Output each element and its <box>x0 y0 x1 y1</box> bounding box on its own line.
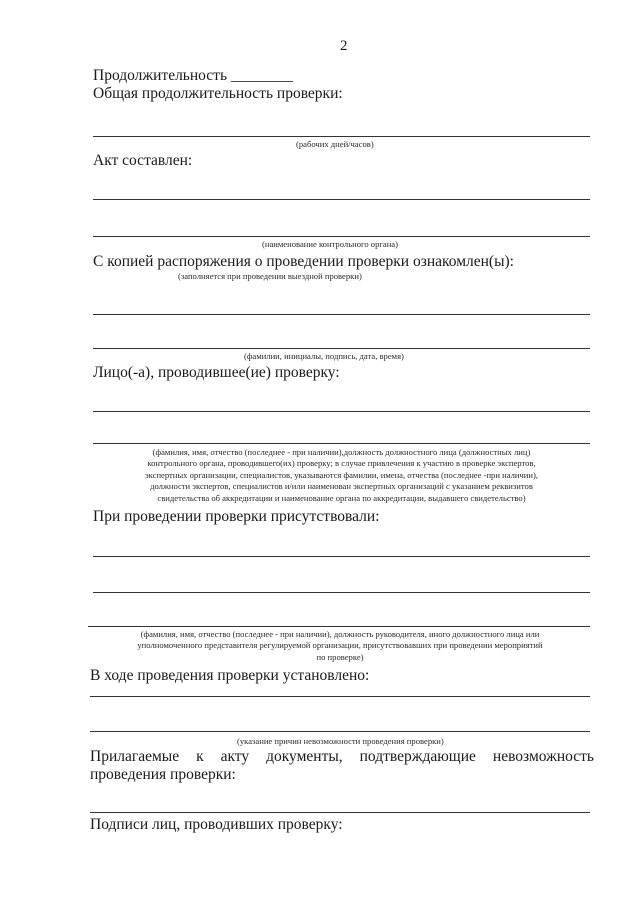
order-copy-label: С копией распоряжения о проведении проверки ознакомлен(ы): <box>93 253 514 270</box>
inspectors-caption-line: свидетельства об аккредитации и наименование органа по аккредитации, выдавшего свидетельство) <box>157 492 526 503</box>
duration-line[interactable] <box>93 136 590 137</box>
authority-caption: (наименование контрольного органа) <box>262 239 398 249</box>
present-label: При проведении проверки присутствовали: <box>93 508 380 525</box>
inspectors-caption-line: контрольного органа, проводившего(их) проверку; в случае привлечения к участию в проверке экспертов, <box>147 458 536 469</box>
duration-label: Продолжительность ________ <box>93 67 293 84</box>
act-drawn-label: Акт составлен: <box>93 152 193 169</box>
inspectors-label: Лицо(-а), проводившее(ие) проверку: <box>93 364 340 381</box>
authority-line-1[interactable] <box>93 199 590 200</box>
reason-caption: (указание причин невозможности проведения проверки) <box>237 736 444 746</box>
established-line-2[interactable] <box>90 731 590 732</box>
inspectors-line-1[interactable] <box>93 411 590 412</box>
inspectors-caption-line: должности экспертов, специалистов и/или наименован экспертных организаций с указанием реквизитов <box>150 481 533 492</box>
inspectors-caption-line: (фамилия, имя, отчество (последнее - при наличии),должность должностного лица (должностных лиц) <box>152 447 531 457</box>
established-line-1[interactable] <box>90 696 590 697</box>
present-caption-line: (фамилия, имя, отчество (последнее - при наличии), должность руководителя, иного должностного лица или <box>140 629 540 639</box>
present-line-1[interactable] <box>93 556 590 557</box>
inspectors-caption-line: экспертных организации, специалистов, указываются фамилии, имена, отчества (последнее -при наличии), <box>144 469 538 480</box>
present-caption-line: по проверке) <box>316 651 364 662</box>
inspectors-caption <box>93 447 590 504</box>
inspectors-line-2[interactable] <box>93 443 590 444</box>
total-duration-label: Общая продолжительность проверки: <box>93 85 343 102</box>
page-number: 2 <box>340 38 348 54</box>
present-line-2[interactable] <box>93 592 590 593</box>
duration-caption: (рабочих дней/часов) <box>296 139 374 149</box>
signature-line-1[interactable] <box>93 314 590 315</box>
attached-docs-label: Прилагаемые к акту документы, подтверждающие невозможность проведения проверки: <box>90 748 594 783</box>
present-caption <box>86 629 594 663</box>
signature-line-2[interactable] <box>93 348 590 349</box>
attached-docs-line[interactable] <box>90 812 590 813</box>
present-line-3[interactable] <box>88 626 590 627</box>
signatures-label: Подписи лиц, проводивших проверку: <box>90 816 343 833</box>
order-copy-note: (заполняется при проведении выездной проверки) <box>178 271 362 281</box>
established-label: В ходе проведения проверки установлено: <box>90 667 370 684</box>
signatures-caption: (фамилии, инициалы, подпись, дата, время) <box>244 351 404 361</box>
present-caption-line: уполномоченного представителя регулируемой организации, присутствовавших при проведении мероприятий <box>137 640 543 651</box>
authority-line-2[interactable] <box>93 236 590 237</box>
